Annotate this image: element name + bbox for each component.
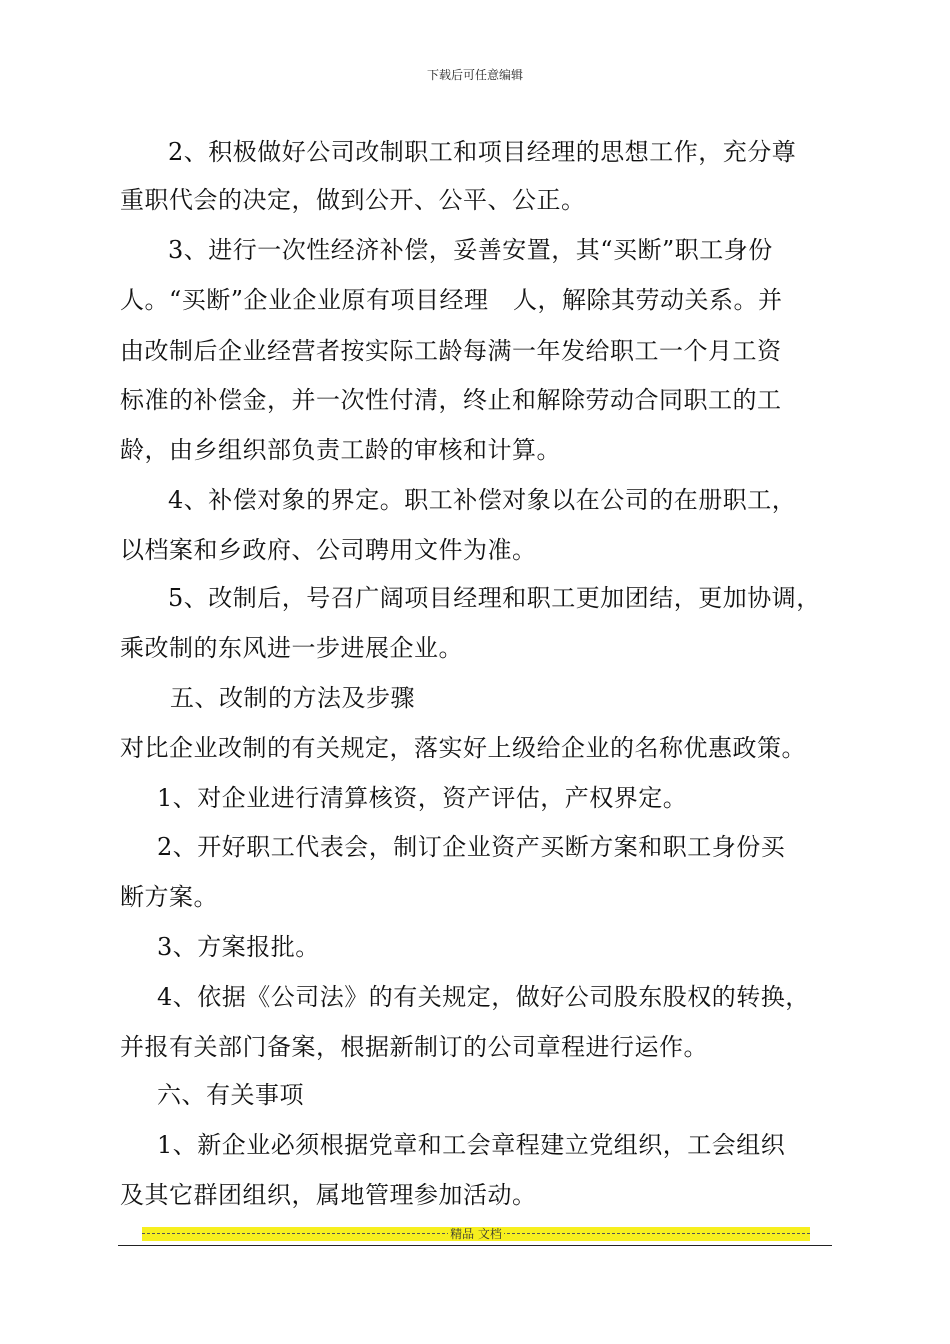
paragraph-line: 1、新企业必须根据党章和工会章程建立党组织，工会组织 — [157, 1131, 786, 1159]
paragraph-line: 2、开好职工代表会，制订企业资产买断方案和职工身份买 — [157, 833, 786, 861]
footer-label: 精品 文档 — [450, 1227, 502, 1241]
paragraph-line: 1、对企业进行清算核资，资产评估，产权界定。 — [157, 784, 688, 812]
section-heading: 五、改制的方法及步骤 — [170, 684, 415, 712]
footer-rule — [118, 1245, 832, 1246]
paragraph-line: 3、方案报批。 — [157, 933, 320, 961]
paragraph-line: 标准的补偿金，并一次性付清，终止和解除劳动合同职工的工 — [120, 386, 782, 414]
paragraph-line: 并报有关部门备案，根据新制订的公司章程进行运作。 — [120, 1033, 708, 1061]
paragraph-line: 以档案和乡政府、公司聘用文件为准。 — [120, 536, 537, 564]
paragraph-line: 及其它群团组织，属地管理参加活动。 — [120, 1181, 537, 1209]
paragraph-line: 2、积极做好公司改制职工和项目经理的思想工作，充分尊 — [168, 138, 797, 166]
section-heading: 六、有关事项 — [157, 1081, 304, 1109]
paragraph-line: 5、改制后，号召广阔项目经理和职工更加团结，更加协调， — [168, 584, 821, 612]
paragraph-line: 乘改制的东风进一步进展企业。 — [120, 634, 463, 662]
paragraph-line: 4、补偿对象的界定。职工补偿对象以在公司的在册职工， — [168, 486, 797, 514]
paragraph-line: 4、依据《公司法》的有关规定，做好公司股东股权的转换， — [157, 983, 810, 1011]
header-note: 下载后可任意编辑 — [426, 68, 523, 82]
paragraph-line: 对比企业改制的有关规定，落实好上级给企业的名称优惠政策。 — [120, 734, 806, 762]
paragraph-line: 由改制后企业经营者按实际工龄每满一年发给职工一个月工资 — [120, 337, 782, 365]
paragraph-line: 重职代会的决定，做到公开、公平、公正。 — [120, 186, 586, 214]
paragraph-line: 龄，由乡组织部负责工龄的审核和计算。 — [120, 436, 561, 464]
paragraph-line: 断方案。 — [120, 883, 218, 911]
paragraph-line: 人。“买断”企业企业原有项目经理 人，解除其劳动关系。并 — [120, 286, 783, 314]
footer-highlight-bar — [142, 1227, 810, 1241]
paragraph-line: 3、进行一次性经济补偿，妥善安置，其“买断”职工身份 — [168, 236, 773, 264]
